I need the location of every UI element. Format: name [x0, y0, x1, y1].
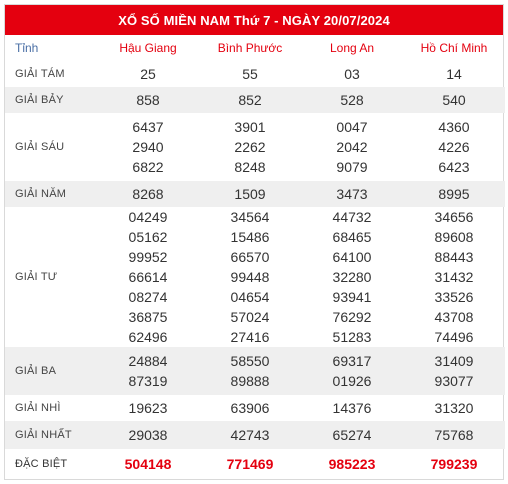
- province-link-ho-chi-minh[interactable]: Hồ Chí Minh: [420, 41, 488, 55]
- prize-number: 93077: [434, 373, 474, 389]
- header-row: [5, 35, 505, 61]
- prize-cell: [301, 113, 403, 181]
- prize-number: 2940: [132, 139, 164, 155]
- prize-number: 65274: [332, 427, 372, 443]
- prize-number: 87319: [128, 373, 168, 389]
- prize-row-giai-tam: [5, 61, 505, 87]
- prize-number: 74496: [434, 329, 474, 345]
- prize-cell: [97, 113, 199, 181]
- prize-number: 93941: [332, 289, 372, 305]
- prize-name: ĐẶC BIỆT: [15, 458, 68, 470]
- prize-number: 8248: [234, 159, 266, 175]
- prize-number: 31409: [434, 353, 474, 369]
- prize-number: 66570: [230, 249, 270, 265]
- prize-number-list: [97, 117, 199, 177]
- lottery-results-panel: [4, 4, 504, 480]
- prize-number: 64100: [332, 249, 372, 265]
- prize-number: 42743: [230, 427, 270, 443]
- prize-number-list: [403, 351, 505, 391]
- prize-number: 528: [340, 92, 364, 108]
- prize-number-list: [403, 117, 505, 177]
- prize-cell: [97, 207, 199, 347]
- prize-number: 44732: [332, 209, 372, 225]
- results-title: XỔ SỐ MIỀN NAM Thứ 7 - NGÀY 20/07/2024: [5, 5, 503, 35]
- prize-number: 43708: [434, 309, 474, 325]
- prize-number: 68465: [332, 229, 372, 245]
- prize-row-dac-biet: [5, 449, 505, 479]
- prize-number-list: [199, 117, 301, 177]
- prize-name: GIẢI NHẤT: [15, 429, 72, 441]
- prize-cell: [403, 347, 505, 395]
- prize-number: 34656: [434, 209, 474, 225]
- prize-number: 14: [446, 66, 462, 82]
- prize-number: 99448: [230, 269, 270, 285]
- prize-number: 6822: [132, 159, 164, 175]
- prize-number: 1509: [234, 186, 266, 202]
- prize-number: 08274: [128, 289, 168, 305]
- prize-name: GIẢI NĂM: [15, 188, 67, 200]
- prize-number: 771469: [226, 456, 274, 472]
- prize-number-list: [199, 207, 301, 347]
- prize-number: 36875: [128, 309, 168, 325]
- prize-number: 4226: [438, 139, 470, 155]
- prize-number: 03: [344, 66, 360, 82]
- prize-number: 89888: [230, 373, 270, 389]
- prize-cell: [199, 113, 301, 181]
- prize-number: 57024: [230, 309, 270, 325]
- prize-cell: [301, 207, 403, 347]
- prize-number: 19623: [128, 400, 168, 416]
- prize-number: 58550: [230, 353, 270, 369]
- prize-number: 799239: [430, 456, 478, 472]
- prize-number: 2262: [234, 139, 266, 155]
- prize-number: 75768: [434, 427, 474, 443]
- prize-number: 62496: [128, 329, 168, 345]
- prize-number: 88443: [434, 249, 474, 265]
- prize-number-list: [301, 117, 403, 177]
- prize-number: 985223: [328, 456, 376, 472]
- prize-cell: [199, 207, 301, 347]
- prize-number: 6437: [132, 119, 164, 135]
- prize-number-list: [97, 207, 199, 347]
- prize-number: 8268: [132, 186, 164, 202]
- prize-cell: [301, 347, 403, 395]
- prize-cell: [403, 207, 505, 347]
- prize-name: GIẢI BẢY: [15, 94, 64, 106]
- prize-number: 04249: [128, 209, 168, 225]
- prize-number: 63906: [230, 400, 270, 416]
- prize-name: GIẢI NHÌ: [15, 402, 61, 414]
- prize-number: 540: [442, 92, 466, 108]
- prize-number: 04654: [230, 289, 270, 305]
- prize-number: 89608: [434, 229, 474, 245]
- prize-number: 76292: [332, 309, 372, 325]
- prize-number: 05162: [128, 229, 168, 245]
- prize-number: 32280: [332, 269, 372, 285]
- prize-row-giai-ba: [5, 347, 505, 395]
- prize-number-list: [301, 351, 403, 391]
- prize-number: 6423: [438, 159, 470, 175]
- prize-number-list: [199, 351, 301, 391]
- prize-row-giai-tu: [5, 207, 505, 347]
- prize-name: GIẢI TƯ: [15, 271, 58, 283]
- prize-row-giai-nam: [5, 181, 505, 207]
- prize-number: 31320: [434, 400, 474, 416]
- prize-row-giai-sau: [5, 113, 505, 181]
- prize-number: 55: [242, 66, 258, 82]
- prize-number: 4360: [438, 119, 470, 135]
- prize-number: 504148: [124, 456, 172, 472]
- prize-number-list: [403, 207, 505, 347]
- prize-row-giai-nhi: [5, 395, 505, 421]
- prize-name: GIẢI BA: [15, 365, 57, 377]
- prize-number: 99952: [128, 249, 168, 265]
- prize-row-giai-nhat: [5, 421, 505, 449]
- prize-number: 51283: [332, 329, 372, 345]
- prize-number: 01926: [332, 373, 372, 389]
- prize-number: 8995: [438, 186, 470, 202]
- province-header-label: Tỉnh: [15, 41, 39, 55]
- prize-number: 15486: [230, 229, 270, 245]
- prize-number: 69317: [332, 353, 372, 369]
- prize-number: 3901: [234, 119, 266, 135]
- province-link-long-an[interactable]: Long An: [329, 41, 375, 55]
- prize-cell: [199, 347, 301, 395]
- results-table: [5, 35, 505, 479]
- prize-number: 3473: [336, 186, 368, 202]
- prize-number: 33526: [434, 289, 474, 305]
- prize-name: GIẢI TÁM: [15, 68, 65, 80]
- prize-number: 27416: [230, 329, 270, 345]
- prize-cell: [97, 347, 199, 395]
- prize-number-list: [97, 351, 199, 391]
- prize-number: 9079: [336, 159, 368, 175]
- prize-name: GIẢI SÁU: [15, 141, 65, 153]
- prize-number: 66614: [128, 269, 168, 285]
- prize-number: 852: [238, 92, 262, 108]
- province-link-hau-giang[interactable]: Hậu Giang: [119, 41, 177, 55]
- province-link-binh-phuoc[interactable]: Bình Phước: [217, 41, 283, 55]
- prize-number: 24884: [128, 353, 168, 369]
- prize-number: 29038: [128, 427, 168, 443]
- prize-number-list: [301, 207, 403, 347]
- prize-number: 0047: [336, 119, 368, 135]
- prize-number: 2042: [336, 139, 368, 155]
- prize-number: 25: [140, 66, 156, 82]
- prize-row-giai-bay: [5, 87, 505, 113]
- prize-cell: [403, 113, 505, 181]
- prize-number: 31432: [434, 269, 474, 285]
- prize-number: 858: [136, 92, 160, 108]
- prize-number: 34564: [230, 209, 270, 225]
- prize-number: 14376: [332, 400, 372, 416]
